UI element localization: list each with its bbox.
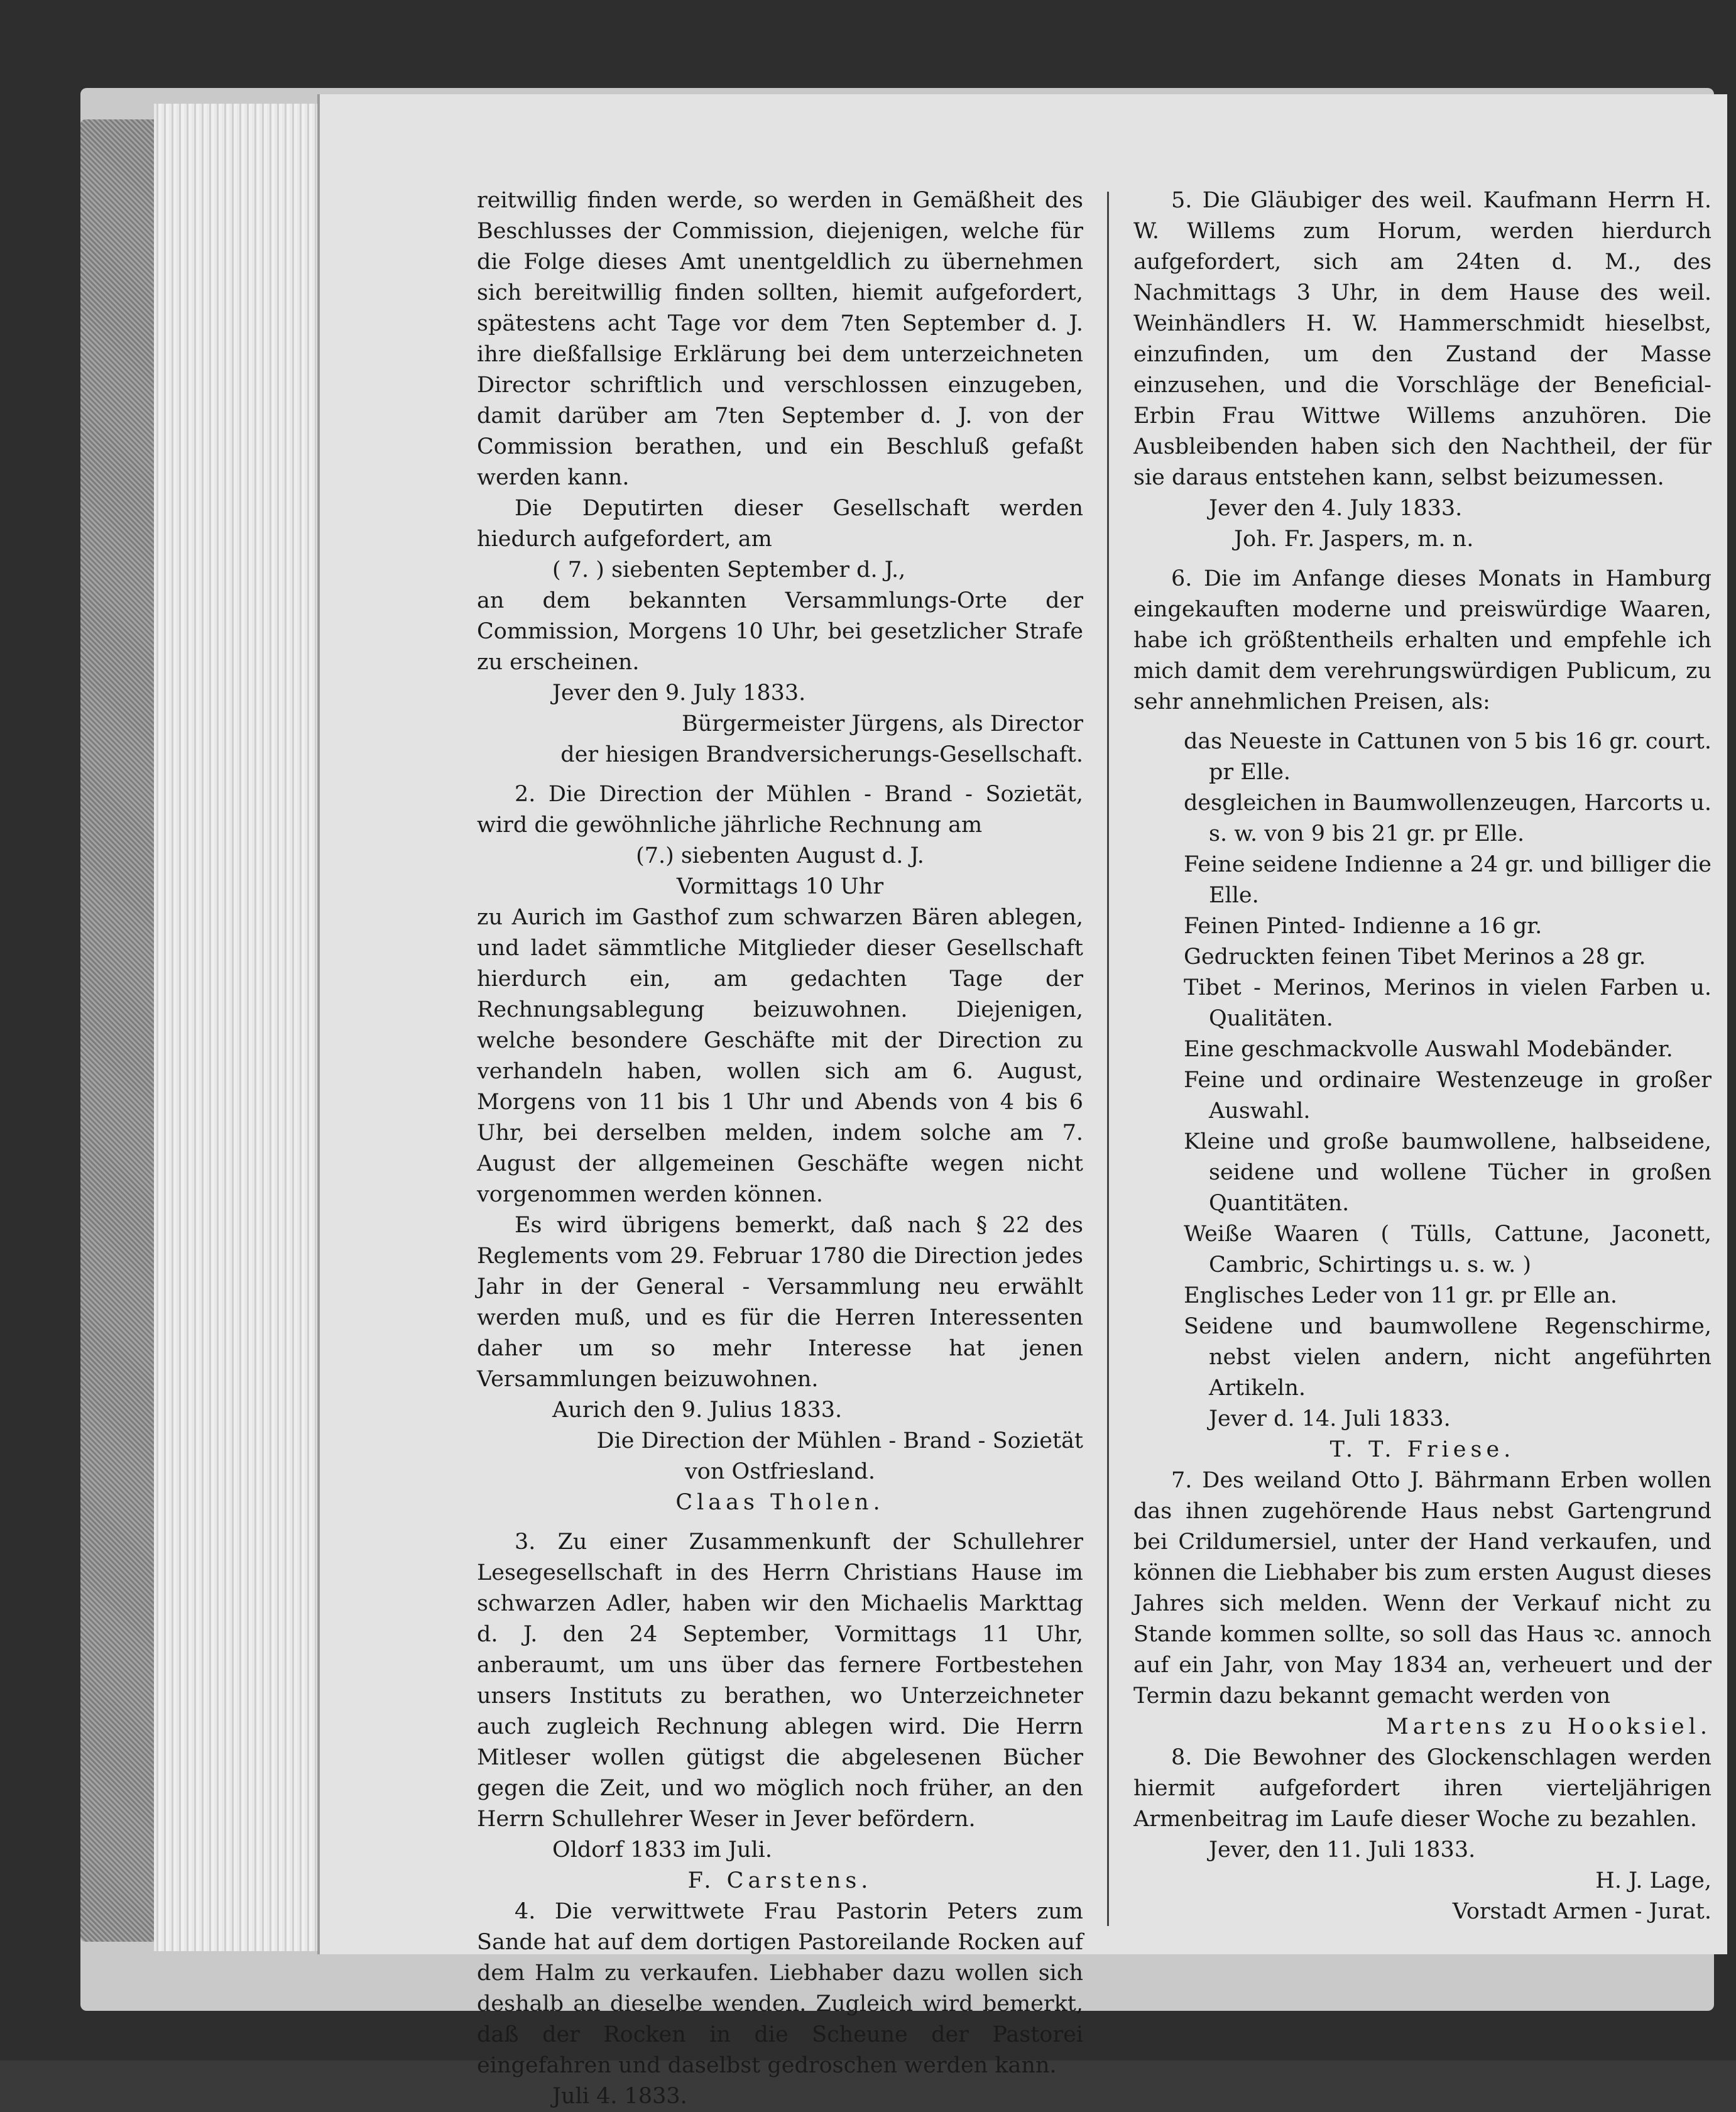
paragraph: Die Deputirten dieser Gesellschaft werden hiedurch aufgefordert, am (477, 496, 1083, 552)
list-item: Kleine und große baumwollene, halbseidene, seidene und wollene Tücher in großen Quantitäten. (1184, 1129, 1711, 1216)
list-item: Weiße Waaren ( Tülls, Cattune, Jaconett, Cambric, Schirtings u. s. w. ) (1184, 1222, 1711, 1278)
list-item: Tibet - Merinos, Merinos in vielen Farben u. Qualitäten. (1184, 975, 1711, 1031)
left-column (477, 185, 1083, 2112)
page-edges (154, 104, 324, 1951)
notice-2: 2. Die Direction der Mühlen - Brand - Sozietät, wird die gewöhnliche jährliche Rechnung am (477, 782, 1083, 838)
list-item: Feine seidene Indienne a 24 gr. und billiger die Elle. (1184, 852, 1711, 908)
time-line: Vormittags 10 Uhr (676, 874, 884, 899)
signature-name: Claas Tholen. (675, 1490, 885, 1515)
list-item: Seidene und baumwollene Regenschirme, nebst vielen andern, nicht angeführten Artikeln. (1184, 1314, 1711, 1401)
signature-name: Martens zu Hooksiel. (1385, 1714, 1711, 1739)
place-date: Jever den 9. July 1833. (552, 681, 806, 706)
place-date: Aurich den 9. Julius 1833. (552, 1398, 843, 1423)
list-item: desgleichen in Baumwollenzeugen, Harcorts u. s. w. von 9 bis 21 gr. pr Elle. (1184, 791, 1711, 846)
signature: Vorstadt Armen - Jurat. (1452, 1899, 1711, 1924)
notice-4: 4. Die verwittwete Frau Pastorin Peters zum Sande hat auf dem dortigen Pastoreilande Rocken auf dem Halm zu verkaufen. Liebhaber dazu wollen sich deshalb an dieselbe wenden. Zugleich wird bemerkt, daß der Rocken in die Scheune der Pastorei eingefahren und daselbst gedroschen werden kann. (477, 1899, 1083, 2078)
paragraph: Es wird übrigens bemerkt, daß nach § 22 des Reglements vom 29. Februar 1780 die Direction jedes Jahr in der General - Versammlung neu erwählt werden muß, und es für die Herren Interessenten daher um so mehr Interesse hat jenen Versammlungen beizuwohnen. (477, 1213, 1083, 1392)
place-date: Jever den 4. July 1833. (1209, 496, 1463, 521)
list-item: das Neueste in Cattunen von 5 bis 16 gr. court. pr Elle. (1184, 729, 1711, 785)
place-date: Jever d. 14. Juli 1833. (1209, 1406, 1451, 1431)
list-item: Eine geschmackvolle Auswahl Modebänder. (1184, 1037, 1673, 1062)
place-date: Juli 4. 1833. (552, 2084, 687, 2109)
signature-name: F. Carstens. (687, 1868, 873, 1893)
paragraph: zu Aurich im Gasthof zum schwarzen Bären ablegen, und ladet sämmtliche Mitglieder dieser Gesellschaft hierdurch ein, am gedachten Tage der Rechnungsablegung beizuwohnen. Diejenigen, welche besondere Geschäfte mit der Direction zu verhandeln haben, wollen sich am 6. August, Morgens von 11 bis 1 Uhr und Abends von 4 bis 6 Uhr, bei derselben melden, indem solche am 7. August der allgemeinen Geschäfte wegen nicht vorgenommen werden können. (477, 905, 1083, 1207)
notice-8: 8. Die Bewohner des Glockenschlagen werden hiermit aufgefordert ihren vierteljährigen Armenbeitrag im Laufe dieser Woche zu bezahlen. (1133, 1745, 1711, 1832)
signature: Die Direction der Mühlen - Brand - Sozietät (596, 1428, 1083, 1453)
place-date: Jever, den 11. Juli 1833. (1209, 1837, 1476, 1863)
notice-3: 3. Zu einer Zusammenkunft der Schullehrer Lesegesellschaft in des Herrn Christians Hause im schwarzen Adler, haben wir den Michaelis Markttag d. J. den 24 September, Vormittags 11 Uhr, anberaumt, um uns über das fernere Fortbestehen unsers Instituts zu berathen, wo Unterzeichneter auch zugleich Rechnung ablegen wird. Die Herrn Mitleser wollen gütigst die abgelesenen Bücher gegen die Zeit, und wo möglich noch früher, an den Herrn Schullehrer Weser in Jever befördern. (477, 1529, 1083, 1832)
signature: Bürgermeister Jürgens, als Director (681, 711, 1083, 736)
list-item: Feinen Pinted- Indienne a 16 gr. (1184, 914, 1542, 939)
notice-7: 7. Des weiland Otto J. Bährmann Erben wollen das ihnen zugehörende Haus nebst Gartengrund bei Crildumersiel, unter der Hand verkaufen, und können die Liebhaber bis zum ersten August dieses Jahres sich melden. Wenn der Verkauf nicht zu Stande kommen sollte, so soll das Haus ꝛc. annoch auf ein Jahr, von May 1834 an, verheuert und der Termin dazu bekannt gemacht werden von (1133, 1468, 1711, 1709)
column-divider (1107, 192, 1109, 1926)
book-page (317, 94, 1727, 2109)
signature: von Ostfriesland. (685, 1459, 875, 1484)
date-line: (7.) siebenten August d. J. (636, 843, 924, 868)
date-line: ( 7. ) siebenten September d. J., (552, 557, 906, 583)
list-item: Feine und ordinaire Westenzeuge in großer Auswahl. (1184, 1068, 1711, 1124)
place-date: Oldorf 1833 im Juli. (552, 1837, 772, 1863)
right-column (1133, 185, 1711, 1927)
list-item: Gedruckten feinen Tibet Merinos a 28 gr. (1184, 944, 1646, 970)
paragraph: an dem bekannten Versammlungs-Orte der Commission, Morgens 10 Uhr, bei gesetzlicher Strafe zu erscheinen. (477, 588, 1083, 675)
signature: Joh. Fr. Jaspers, m. n. (1234, 527, 1474, 552)
list-item: Englisches Leder von 11 gr. pr Elle an. (1184, 1283, 1618, 1308)
signature: der hiesigen Brandversicherungs-Gesellschaft. (560, 742, 1083, 767)
paragraph: reitwillig finden werde, so werden in Gemäßheit des Beschlusses der Commission, diejenigen, welche für die Folge dieses Amt unentgeldlich zu übernehmen sich bereitwillig finden sollten, hiemit aufgefordert, spätestens acht Tage vor dem 7ten September d. J. ihre dießfallsige Erklärung bei dem unterzeichneten Director schriftlich und verschlossen einzugeben, damit darüber am 7ten September d. J. von der Commission berathen, und ein Beschluß gefaßt werden kann. (477, 188, 1083, 490)
signature: H. J. Lage, (1595, 1868, 1711, 1893)
signature-name: T. T. Friese. (1329, 1437, 1515, 1462)
notice-6: 6. Die im Anfange dieses Monats in Hamburg eingekauften moderne und preiswürdige Waaren, habe ich größtentheils erhalten und empfehle ich mich damit dem verehrungswürdigen Publicum, zu sehr annehmlichen Preisen, als: (1133, 566, 1711, 714)
notice-5: 5. Die Gläubiger des weil. Kaufmann Herrn H. W. Willems zum Horum, werden hierdurch aufgefordert, sich am 24ten d. M., des Nachmittags 3 Uhr, in dem Hause des weil. Weinhändlers H. W. Hammerschmidt hieselbst, einzufinden, um den Zustand der Masse einzusehen, und die Vorschläge der Beneficial-Erbin Frau Wittwe Willems anzuhören. Die Ausbleibenden haben sich den Nachtheil, der für sie daraus entstehen kann, selbst beizumessen. (1133, 188, 1711, 490)
